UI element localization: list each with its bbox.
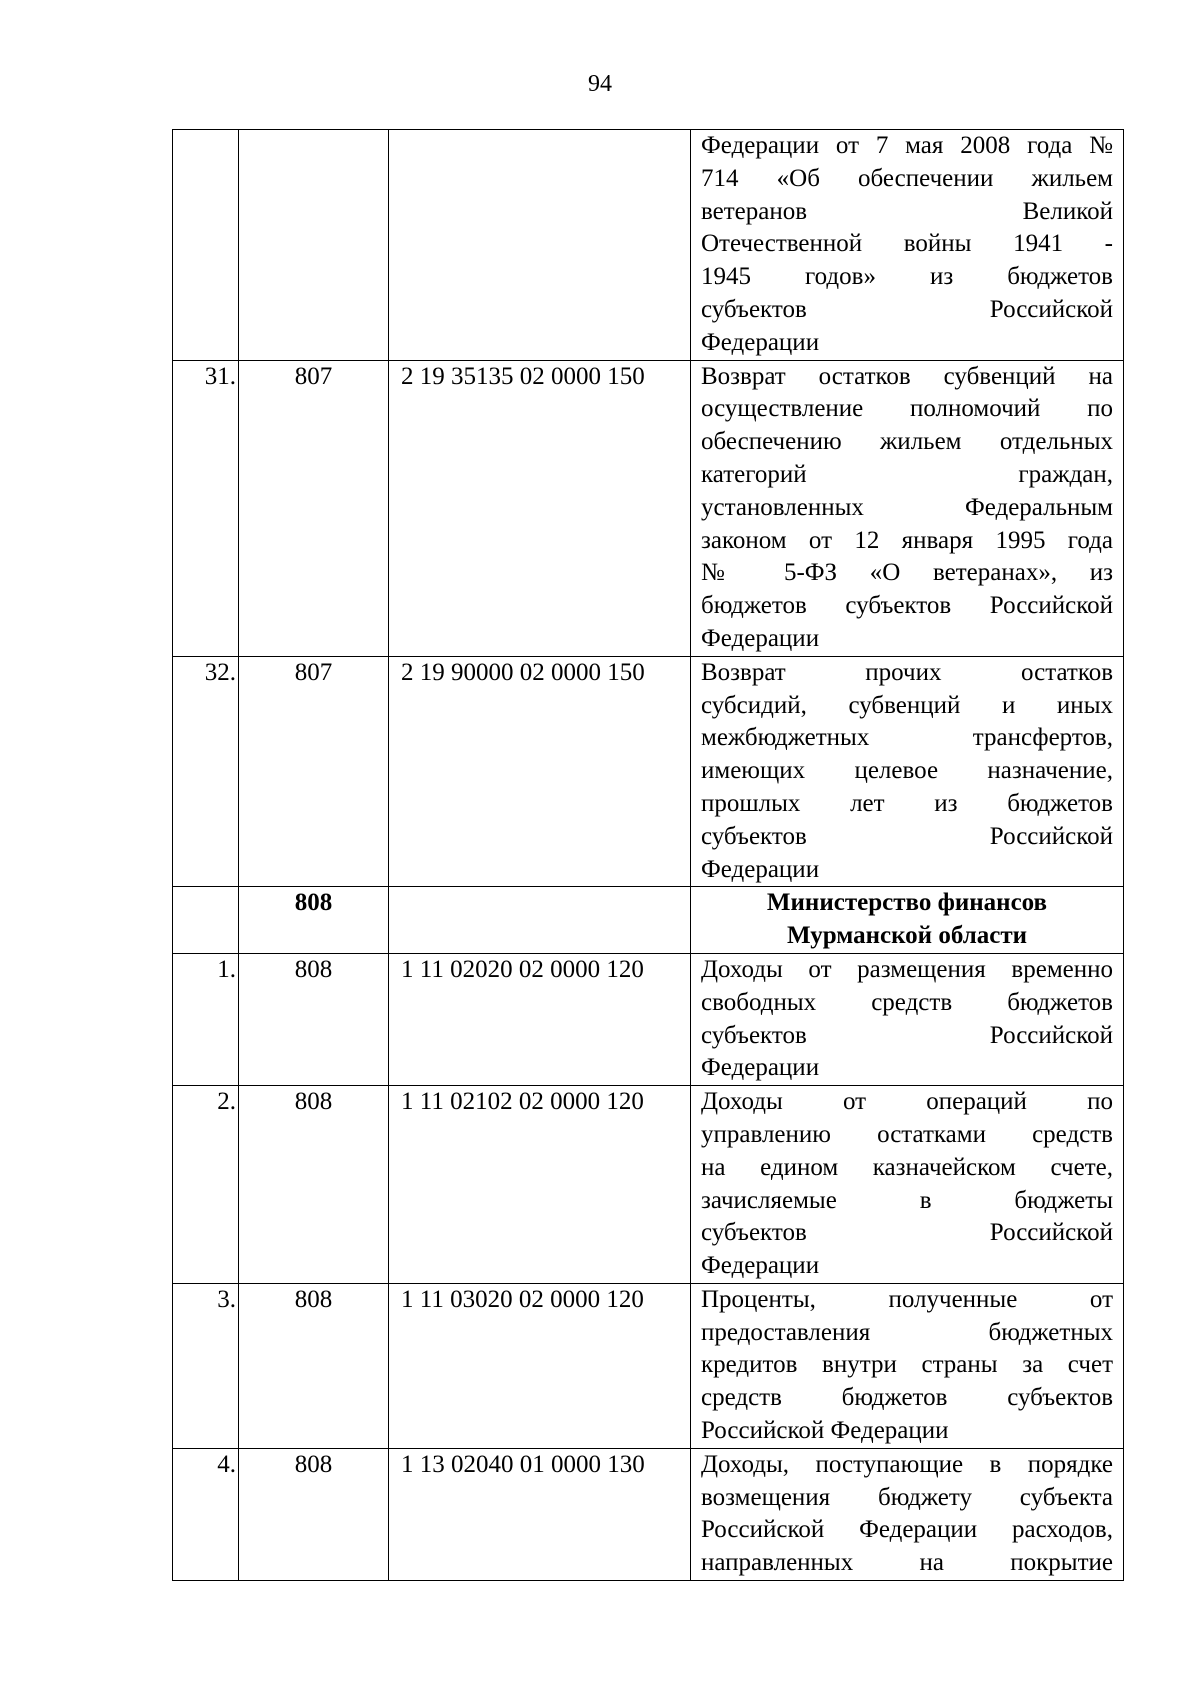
- administrator-code: 808: [239, 953, 389, 1085]
- row-number: 1.: [173, 953, 239, 1085]
- administrator-code: [239, 130, 389, 361]
- income-description: [691, 1086, 1124, 1284]
- budget-classification-code: [389, 887, 691, 954]
- description-line: предоставления бюджетных: [701, 1318, 1113, 1346]
- budget-classification-code: 1 11 02020 02 0000 120: [389, 953, 691, 1085]
- table-row: [173, 130, 1124, 361]
- budget-classification-code: 1 11 03020 02 0000 120: [389, 1283, 691, 1448]
- description-line: 1945 годов» из бюджетов: [701, 263, 1113, 291]
- table-body: [173, 130, 1124, 1581]
- description-line: зачисляемые в бюджеты: [701, 1186, 1113, 1214]
- income-description: [691, 130, 1124, 361]
- row-number: 31.: [173, 360, 239, 656]
- row-number: [173, 130, 239, 361]
- description-line: на едином казначейском счете,: [701, 1153, 1113, 1181]
- budget-classification-code: 2 19 90000 02 0000 150: [389, 656, 691, 887]
- description-line: 714 «Об обеспечении жильем: [701, 164, 1113, 192]
- description-line: Федерации: [701, 624, 820, 652]
- description-line: Мурманской области: [786, 922, 1028, 950]
- description-line: кредитов внутри страны за счет: [701, 1351, 1113, 1379]
- budget-classification-code: 2 19 35135 02 0000 150: [389, 360, 691, 656]
- table-row: [173, 656, 1124, 887]
- administrator-code: 807: [239, 360, 389, 656]
- budget-classification-code: 1 11 02102 02 0000 120: [389, 1086, 691, 1284]
- description-line: Федерации: [701, 328, 820, 356]
- description-line: субъектов Российской: [701, 1219, 1113, 1247]
- description-line: Возврат прочих остатков: [701, 658, 1113, 686]
- income-description: [691, 1448, 1124, 1580]
- table-row: [173, 953, 1124, 1085]
- description-line: Доходы от размещения временно: [701, 955, 1113, 983]
- section-header-row: [173, 887, 1124, 954]
- description-line: Доходы от операций по: [701, 1088, 1113, 1116]
- budget-classification-code: 1 13 02040 01 0000 130: [389, 1448, 691, 1580]
- description-line: № 5-ФЗ «О ветеранах», из: [701, 559, 1113, 587]
- description-line: возмещения бюджету субъекта: [701, 1483, 1113, 1511]
- income-description: [691, 360, 1124, 656]
- description-line: субъектов Российской: [701, 822, 1113, 850]
- description-line: субсидий, субвенций и иных: [701, 691, 1113, 719]
- description-line: свободных средств бюджетов: [701, 988, 1113, 1016]
- administrator-code: 808: [239, 1448, 389, 1580]
- description-line: Возврат остатков субвенций на: [701, 362, 1113, 390]
- description-line: Российской Федерации расходов,: [701, 1516, 1113, 1544]
- income-description: [691, 1283, 1124, 1448]
- description-line: установленных Федеральным: [701, 493, 1113, 521]
- income-description: [691, 656, 1124, 887]
- description-line: осуществление полномочий по: [701, 395, 1113, 423]
- description-line: обеспечению жильем отдельных: [701, 428, 1113, 456]
- description-line: субъектов Российской: [701, 1021, 1113, 1049]
- administrator-code: 808: [239, 887, 389, 954]
- description-line: субъектов Российской: [701, 295, 1113, 323]
- row-number: [173, 887, 239, 954]
- administrator-code: 808: [239, 1086, 389, 1284]
- table-row: [173, 1283, 1124, 1448]
- description-line: Федерации от 7 мая 2008 года №: [701, 132, 1113, 159]
- administrator-code: 808: [239, 1283, 389, 1448]
- row-number: 32.: [173, 656, 239, 887]
- description-line: бюджетов субъектов Российской: [701, 592, 1113, 620]
- description-line: прошлых лет из бюджетов: [701, 789, 1113, 817]
- description-line: Министерство финансов: [766, 889, 1048, 917]
- description-line: Отечественной войны 1941 -: [701, 230, 1113, 258]
- table-row: [173, 1448, 1124, 1580]
- description-line: управлению остатками средств: [701, 1120, 1113, 1148]
- description-line: Доходы, поступающие в порядке: [701, 1450, 1113, 1478]
- page-number: 94: [588, 71, 612, 97]
- income-description: [691, 953, 1124, 1085]
- description-line: Российской Федерации: [701, 1417, 949, 1445]
- description-line: Федерации: [701, 855, 820, 883]
- row-number: 3.: [173, 1283, 239, 1448]
- table-row: [173, 360, 1124, 656]
- description-line: категорий граждан,: [701, 460, 1113, 488]
- description-line: Проценты, полученные от: [701, 1285, 1113, 1313]
- description-line: Федерации: [701, 1054, 820, 1082]
- description-line: направленных на покрытие: [701, 1549, 1113, 1577]
- description-line: Федерации: [701, 1252, 820, 1280]
- budget-classification-code: [389, 130, 691, 361]
- description-line: межбюджетных трансфертов,: [701, 724, 1113, 752]
- row-number: 4.: [173, 1448, 239, 1580]
- row-number: 2.: [173, 1086, 239, 1284]
- description-line: законом от 12 января 1995 года: [701, 526, 1113, 554]
- administrator-code: 807: [239, 656, 389, 887]
- description-line: ветеранов Великой: [701, 197, 1113, 225]
- section-title: [691, 887, 1124, 954]
- table-row: [173, 1086, 1124, 1284]
- description-line: имеющих целевое назначение,: [701, 757, 1113, 785]
- description-line: средств бюджетов субъектов: [701, 1384, 1113, 1412]
- revenue-codes-table: [172, 129, 1124, 1581]
